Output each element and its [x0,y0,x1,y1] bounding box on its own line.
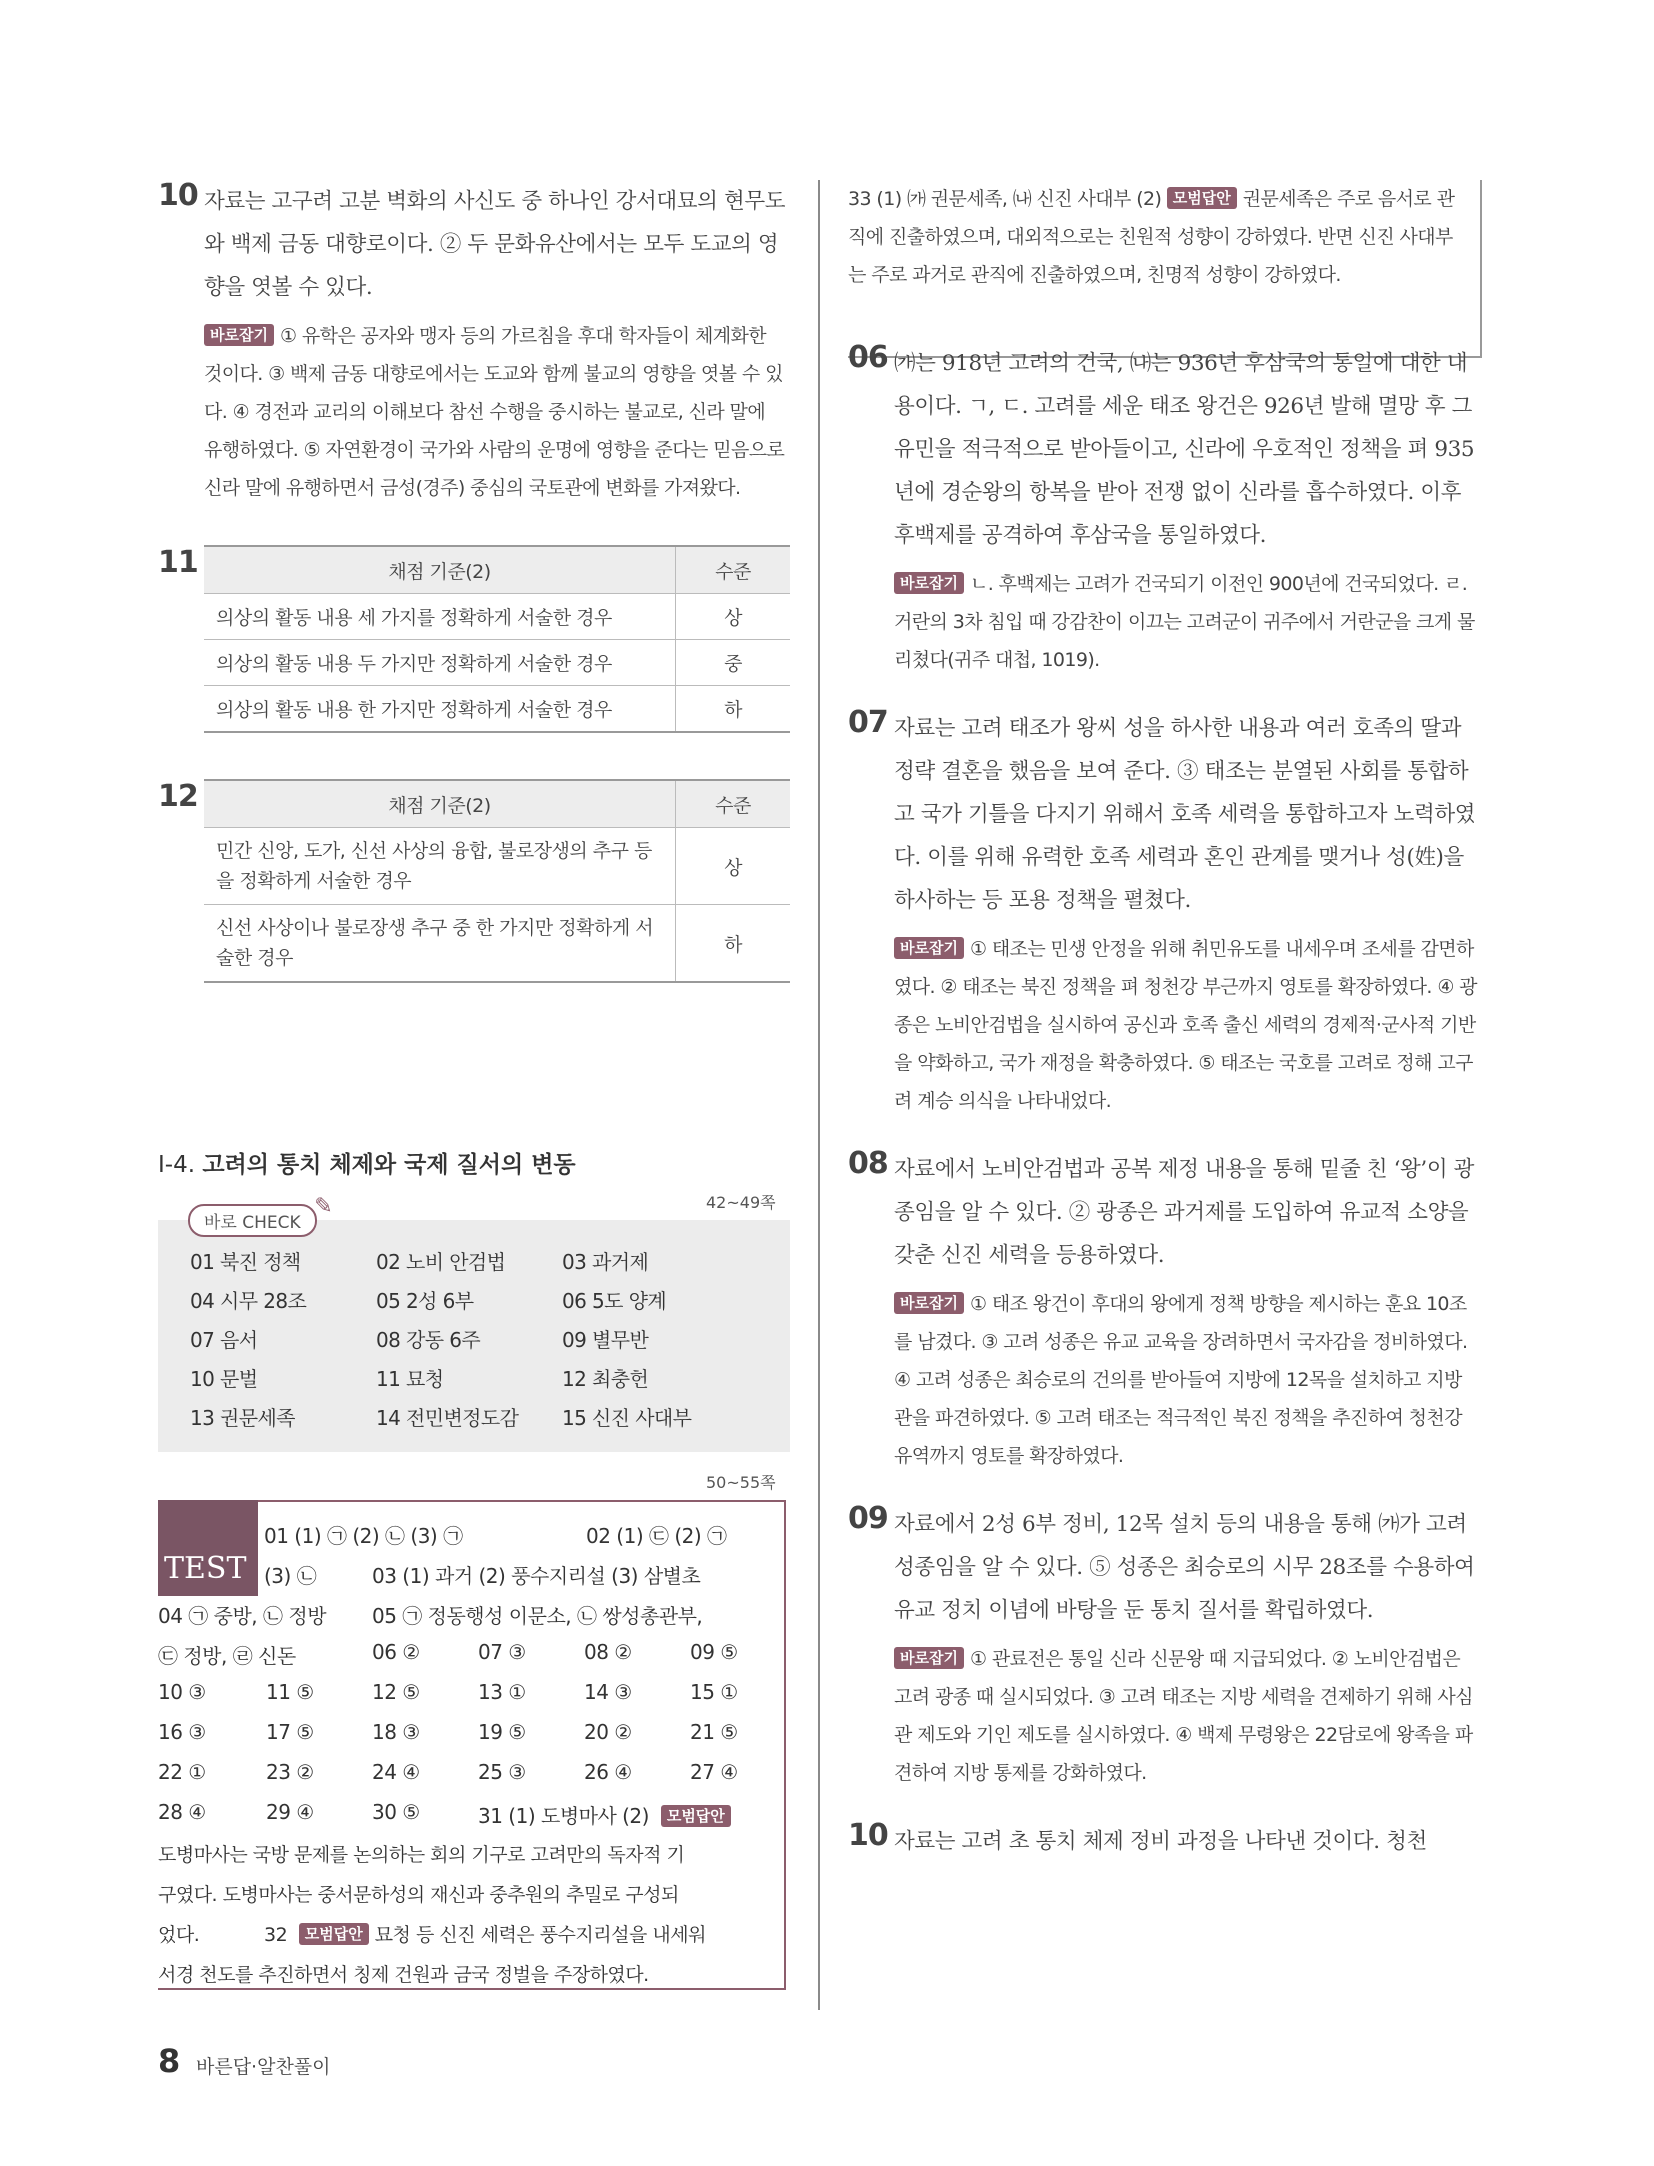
question-number: 12 [158,779,198,814]
answer-31-text: 었다. [158,1924,200,1946]
answer-item: 10 ③ [158,1680,206,1704]
correction-text: ① 태조는 민생 안정을 위해 취민유도를 내세우며 조세를 감면하였다. ② 태조는 북진 정책을 펴 청천강 부근까지 영토를 확장하였다. ④ 광종은 노비안검법을 실시하여 공신과 호족 출신 세력의 경제적·군사적 기반을 약화하고, 국가 재정을 확충하였다. ⑤ 태조는 국호를 고려로 정해 고구려 계승 의식을 나타내었다. [894,938,1477,1112]
check-label [188,1194,333,1237]
answer-line: 04 ㉠ 중방, ㉡ 정방 [158,1604,327,1628]
question-07 [848,707,1478,1120]
section-title [158,1146,576,1179]
criteria-cell: 민간 신앙, 도가, 신선 사상의 융합, 불로장생의 추구 등을 정확하게 서술한 경우 [204,828,676,905]
answer-line: ㉢ 정방, ㉣ 신돈 [158,1644,296,1668]
question-number: 07 [848,705,888,740]
model-answer-tag: 모범답안 [661,1805,731,1827]
answer-item: 27 ④ [690,1760,738,1784]
answer-31: 31 (1) 도병마사 (2) [478,1804,649,1828]
right-column [848,180,1478,1863]
level-cell: 상 [676,594,791,640]
answer-line: 03 (1) 과거 (2) 풍수지리설 (3) 삼별초 [372,1564,701,1588]
pin-icon: ✎ [314,1194,333,1219]
answer-item: 06 ② [372,1640,420,1664]
answer-item: 08 ② [584,1640,632,1664]
check-item: 15 신진 사대부 [562,1406,692,1430]
question-text: 자료에서 노비안검법과 공복 제정 내용을 통해 밑줄 친 ‘왕’이 광종임을 알 수 있다. ② 광종은 과거제를 도입하여 유교적 소양을 갖춘 신진 세력을 등용하였다. [894,1157,1475,1268]
answer-item: 19 ⑤ [478,1720,526,1744]
correction-text: ① 관료전은 통일 신라 신문왕 때 지급되었다. ② 노비안검법은 고려 광종 때 실시되었다. ③ 고려 태조는 지방 세력을 견제하기 위해 사심관 제도와 기인 제도를 실시하였다. ④ 백제 무령왕은 22담로에 왕족을 파견하여 지방 통제를 강화하였다. [894,1648,1473,1784]
question-text: 자료는 고구려 고분 벽화의 사신도 중 하나인 강서대묘의 현무도와 백제 금동 대향로이다. ② 두 문화유산에서는 모두 도교의 영향을 엿볼 수 있다. [204,189,786,300]
question-text: ㈎는 918년 고려의 건국, ㈏는 936년 후삼국의 통일에 대한 내용이다. ㄱ, ㄷ. 고려를 세운 태조 왕건은 926년 발해 멸망 후 그 유민을 적극적으로 받아들이고, 신라에 우호적인 정책을 펴 935년에 경순왕의 항복을 받아 전쟁 없이 신라를 흡수하였다. 이후 후백제를 공격하여 후삼국을 통일하였다. [894,351,1475,548]
table-header-criteria: 채점 기준(2) [204,546,676,594]
check-page-range: 42~49쪽 [706,1193,776,1212]
check-item: 11 묘청 [376,1367,444,1391]
table-header-level: 수준 [676,780,791,828]
answer-item: 20 ② [584,1720,632,1744]
answer-line: 01 (1) ㉠ (2) ㉡ (3) ㉠ [264,1524,463,1548]
table-header-criteria: 채점 기준(2) [204,780,676,828]
question-number: 06 [848,340,888,375]
question-10-right [848,1820,1478,1863]
page-number: 8 [158,2042,181,2080]
correction-tag: 바로잡기 [204,324,274,346]
question-number: 11 [158,545,198,580]
question-text: 자료는 고려 태조가 왕씨 성을 하사한 내용과 여러 호족의 딸과 정략 결혼을 했음을 보여 준다. ③ 태조는 분열된 사회를 통합하고 국가 기틀을 다지기 위해서 호족 세력을 통합하고자 노력하였다. 이를 위해 유력한 호족 세력과 혼인 관계를 맺거나 성(姓)을 하사하는 등 포용 정책을 펼쳤다. [894,716,1476,913]
criteria-cell: 신선 사상이나 불로장생 추구 중 한 가지만 정확하게 서술한 경우 [204,905,676,983]
criteria-cell: 의상의 활동 내용 세 가지를 정확하게 서술한 경우 [204,594,676,640]
book-title: 바른답·알찬풀이 [196,2056,331,2078]
column-divider [818,180,820,2010]
grading-table [204,545,790,733]
correction-block [894,1285,1478,1475]
check-item: 13 권문세족 [190,1406,295,1430]
table-row [204,905,790,983]
level-cell: 하 [676,686,791,733]
answer-32 [264,1920,706,1947]
check-item: 04 시무 28조 [190,1289,307,1313]
correction-tag: 바로잡기 [894,937,964,959]
question-09 [848,1503,1478,1792]
answer-item: 18 ③ [372,1720,420,1744]
question-12 [158,779,788,983]
grading-table [204,779,790,983]
correction-text: ㄴ. 후백제는 고려가 건국되기 이전인 900년에 건국되었다. ㄹ. 거란의 3차 침입 때 강감찬이 이끄는 고려군이 귀주에서 거란군을 크게 물리쳤다(귀주 대첩, 1019). [894,573,1475,671]
question-08 [848,1148,1478,1475]
correction-block [894,930,1478,1120]
section-prefix: Ⅰ-4. [158,1152,196,1178]
check-item: 09 별무반 [562,1328,649,1352]
check-item: 14 전민변정도감 [376,1406,519,1430]
correction-tag: 바로잡기 [894,1647,964,1669]
level-cell: 하 [676,905,791,983]
question-number: 08 [848,1146,888,1181]
answer-line: 02 (1) ㉢ (2) ㉠ [586,1524,727,1548]
table-header-level: 수준 [676,546,791,594]
answer-item: 07 ③ [478,1640,526,1664]
check-item: 02 노비 안검법 [376,1250,506,1274]
question-06 [848,342,1478,679]
question-11 [158,545,788,733]
correction-block [204,317,788,507]
answer-line: (3) ㉡ [264,1564,317,1588]
check-item: 10 문벌 [190,1367,258,1391]
answer-item: 23 ② [266,1760,314,1784]
correction-block [894,565,1478,679]
answer-item: 25 ③ [478,1760,526,1784]
correction-block [894,1640,1478,1792]
answer-32-text: 묘청 등 신진 세력은 풍수지리설을 내세워 [374,1924,706,1946]
answer-item: 29 ④ [266,1800,314,1824]
question-text: 자료에서 2성 6부 정비, 12목 설치 등의 내용을 통해 ㈎가 고려 성종임을 알 수 있다. ⑤ 성종은 최승로의 시무 28조를 수용하여 유교 정치 이념에 바탕을 둔 통치 질서를 확립하였다. [894,1512,1475,1623]
table-row [204,594,790,640]
answer-item: 21 ⑤ [690,1720,738,1744]
correction-text: ① 유학은 공자와 맹자 등의 가르침을 후대 학자들이 체계화한 것이다. ③ 백제 금동 대향로에서는 도교와 함께 불교의 영향을 엿볼 수 있다. ④ 경전과 교리의 이해보다 참선 수행을 중시하는 불교로, 신라 말에 유행하였다. ⑤ 자연환경이 국가와 사람의 운명에 영향을 준다는 믿음으로 신라 말에 유행하면서 금성(경주) 중심의 국토관에 변화를 가져왔다. [204,325,785,499]
table-row [204,640,790,686]
answer-31-text: 도병마사는 국방 문제를 논의하는 회의 기구로 고려만의 독자적 기 [158,1844,685,1866]
answer-32-number: 32 [264,1924,288,1946]
answer-33-lead: 33 (1) ㈎ 권문세족, ㈏ 신진 사대부 (2) [848,188,1162,210]
test-label-text: TEST [164,1551,247,1586]
answer-item: 13 ① [478,1680,526,1704]
criteria-cell: 의상의 활동 내용 두 가지만 정확하게 서술한 경우 [204,640,676,686]
check-item: 01 북진 정책 [190,1250,301,1274]
table-row [204,828,790,905]
question-number: 09 [848,1501,888,1536]
question-text: 자료는 고려 초 통치 체제 정비 과정을 나타낸 것이다. 청천 [894,1829,1427,1854]
correction-text: ① 태조 왕건이 후대의 왕에게 정책 방향을 제시하는 훈요 10조를 남겼다. ③ 고려 성종은 유교 교육을 장려하면서 국자감을 정비하였다. ④ 고려 성종은 최승로의 건의를 받아들여 지방에 12목을 설치하고 지방관을 파견하였다. ⑤ 고려 태조는 적극적인 북진 정책을 추진하여 청천강 유역까지 영토를 확장하였다. [894,1293,1468,1467]
answer-32-text: 서경 천도를 추진하면서 칭제 건원과 금국 정벌을 주장하였다. [158,1964,649,1986]
check-label-text: 바로 CHECK [204,1213,301,1233]
answer-item: 12 ⑤ [372,1680,420,1704]
answer-item: 26 ④ [584,1760,632,1784]
answer-item: 30 ⑤ [372,1800,420,1824]
check-item: 07 음서 [190,1328,258,1352]
model-answer-tag: 모범답안 [1167,187,1237,209]
question-10 [158,180,788,507]
answer-33-text: 권문세족은 주로 음서로 관직에 진출하였으며, 대외적으로는 친원적 성향이 강하였다. 반면 신진 사대부는 주로 과거로 관직에 진출하였으며, 친명적 성향이 강하였다. [848,188,1455,286]
answer-item: 22 ① [158,1760,206,1784]
check-item: 03 과거제 [562,1250,649,1274]
criteria-cell: 의상의 활동 내용 한 가지만 정확하게 서술한 경우 [204,686,676,733]
level-cell: 상 [676,828,791,905]
answer-item: 09 ⑤ [690,1640,738,1664]
test-page-range: 50~55쪽 [706,1473,776,1492]
answer-item: 14 ③ [584,1680,632,1704]
answer-item: 16 ③ [158,1720,206,1744]
check-item: 08 강동 6주 [376,1328,481,1352]
section-title-text: 고려의 통치 체제와 국제 질서의 변동 [202,1152,576,1178]
answer-33 [848,180,1458,294]
check-item: 05 2성 6부 [376,1289,474,1313]
level-cell: 중 [676,640,791,686]
test-label [158,1500,258,1596]
correction-tag: 바로잡기 [894,572,964,594]
check-item: 06 5도 양계 [562,1289,667,1313]
question-number: 10 [848,1818,888,1853]
table-row [204,686,790,733]
left-column [158,180,788,983]
question-number: 10 [158,178,198,213]
answer-line: 05 ㉠ 정동행성 이문소, ㉡ 쌍성총관부, [372,1604,703,1628]
answer-item: 28 ④ [158,1800,206,1824]
answer-item [478,1800,737,1829]
answer-31-text: 구였다. 도병마사는 중서문하성의 재신과 중추원의 추밀로 구성되 [158,1884,679,1906]
answer-item: 11 ⑤ [266,1680,314,1704]
check-item: 12 최충헌 [562,1367,649,1391]
answer-item: 24 ④ [372,1760,420,1784]
answer-item: 15 ① [690,1680,738,1704]
answer-item: 17 ⑤ [266,1720,314,1744]
model-answer-tag: 모범답안 [299,1923,369,1945]
correction-tag: 바로잡기 [894,1292,964,1314]
